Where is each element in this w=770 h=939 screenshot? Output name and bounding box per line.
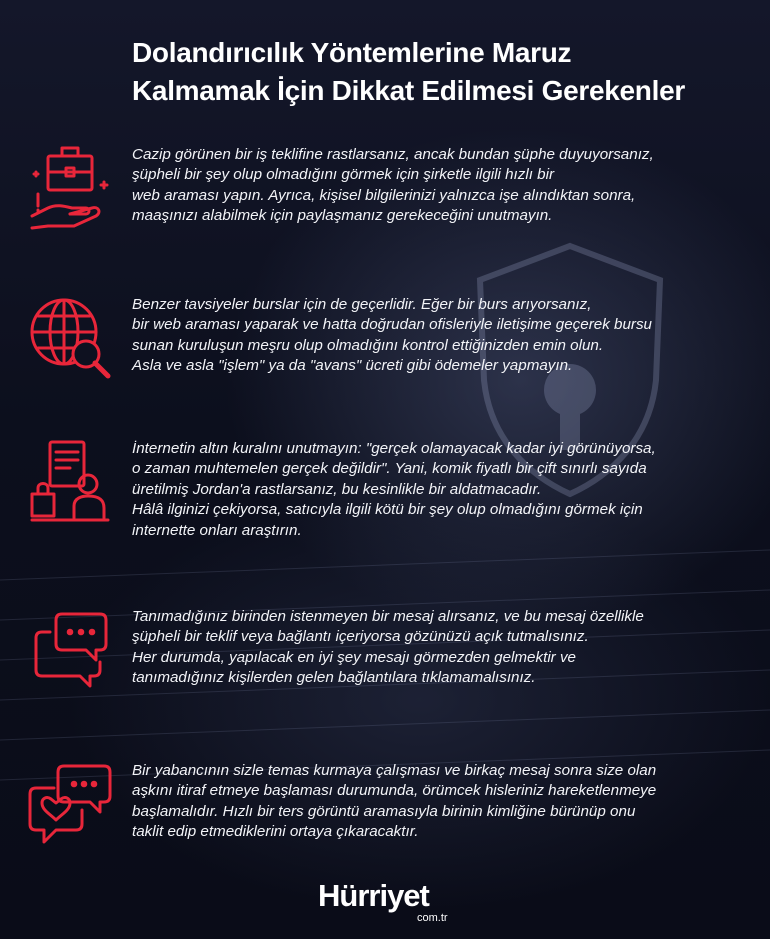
online-seller-icon (24, 436, 116, 528)
tip-line: Tanımadığınız birinden istenmeyen bir mesaj alırsanız, ve bu mesaj özellikle (132, 608, 644, 625)
tip-line: üretilmiş Jordan'a rastlarsanız, bu kesinlikle bir aldatmacadır. (132, 480, 542, 498)
tip-line: web araması yapın. Ayrıca, kişisel bilgilerinizi yalnızca işe alındıktan sonra, (132, 186, 636, 204)
tip-line: başlamalıdır. Hızlı bir ters görüntü aramasıyla birinin kimliğine bürünüp onu (132, 802, 636, 820)
tip-line: tanımadığınız kişilerden gelen bağlantılara tıklamamalısınız. (132, 669, 536, 687)
tip-line: Cazip görünen bir iş teklifine rastlarsanız, ancak bundan şüphe duyuyorsanız, (132, 146, 654, 163)
tip-line: o zaman muhtemelen gerçek değildir". Yani, komik fiyatlı bir çift sınırlı sayıda (132, 460, 647, 478)
tip-line: maaşınızı alabilmek için paylaşmanız gerekeceğini unutmayın. (132, 207, 553, 225)
tip-line: şüpheli bir şey olup olmadığını görmek için şirketle ilgili hızlı bir (132, 166, 555, 184)
title-line-2: Kalmamak İçin Dikkat Edilmesi Gerekenler (132, 75, 685, 106)
tip-line: İnternetin altın kuralını unutmayın: "gerçek olamayacak kadar iyi görünüyorsa, (132, 440, 656, 457)
tip-line: Hâlâ ilginizi çekiyorsa, satıcıyla ilgili kötü bir şey olup olmadığını görmek için (132, 501, 643, 519)
tip-text (132, 145, 742, 227)
tip-line: bir web araması yaparak ve hatta doğrudan ofisleriyle iletişime geçerek bursu (132, 316, 653, 334)
tip-text (132, 295, 742, 377)
globe-search-icon (24, 292, 116, 384)
title-line-1: Dolandırıcılık Yöntemlerine Maruz (132, 37, 572, 68)
tip-line: taklit edip etmediklerini ortaya çıkaracaktır. (132, 823, 419, 841)
tip-line: Her durumda, yapılacak en iyi şey mesajı görmezden gelmektir ve (132, 648, 577, 666)
hurriyet-logo (318, 878, 458, 930)
tip-line: sunan kuruluşun meşru olup olmadığını kontrol ettiğinizden emin olun. (132, 336, 604, 354)
tip-line: Bir yabancının sizle temas kurmaya çalışması ve birkaç mesaj sonra size olan (132, 762, 657, 779)
love-chat-icon (24, 758, 116, 850)
tip-line: aşkını itiraf etmeye başlaması durumunda, örümcek hisleriniz hareketlenmeye (132, 782, 657, 800)
tip-line: internette onları araştırın. (132, 521, 302, 539)
tip-text (132, 761, 742, 843)
message-bubbles-icon (24, 604, 116, 696)
tip-text (132, 439, 742, 541)
logo-brand: Hürriyet (318, 878, 429, 913)
logo-domain: com.tr (417, 912, 448, 924)
page-title (132, 34, 752, 110)
tip-line: Benzer tavsiyeler burslar için de geçerlidir. Eğer bir burs arıyorsanız, (132, 296, 592, 313)
tip-line: şüpheli bir teklif veya bağlantı içeriyorsa gözünüzü açık tutmalısınız. (132, 628, 589, 646)
tip-text (132, 607, 742, 689)
tip-line: Asla ve asla "işlem" ya da "avans" ücreti gibi ödemeler yapmayın. (132, 357, 573, 375)
job-offer-briefcase-icon (24, 142, 116, 234)
